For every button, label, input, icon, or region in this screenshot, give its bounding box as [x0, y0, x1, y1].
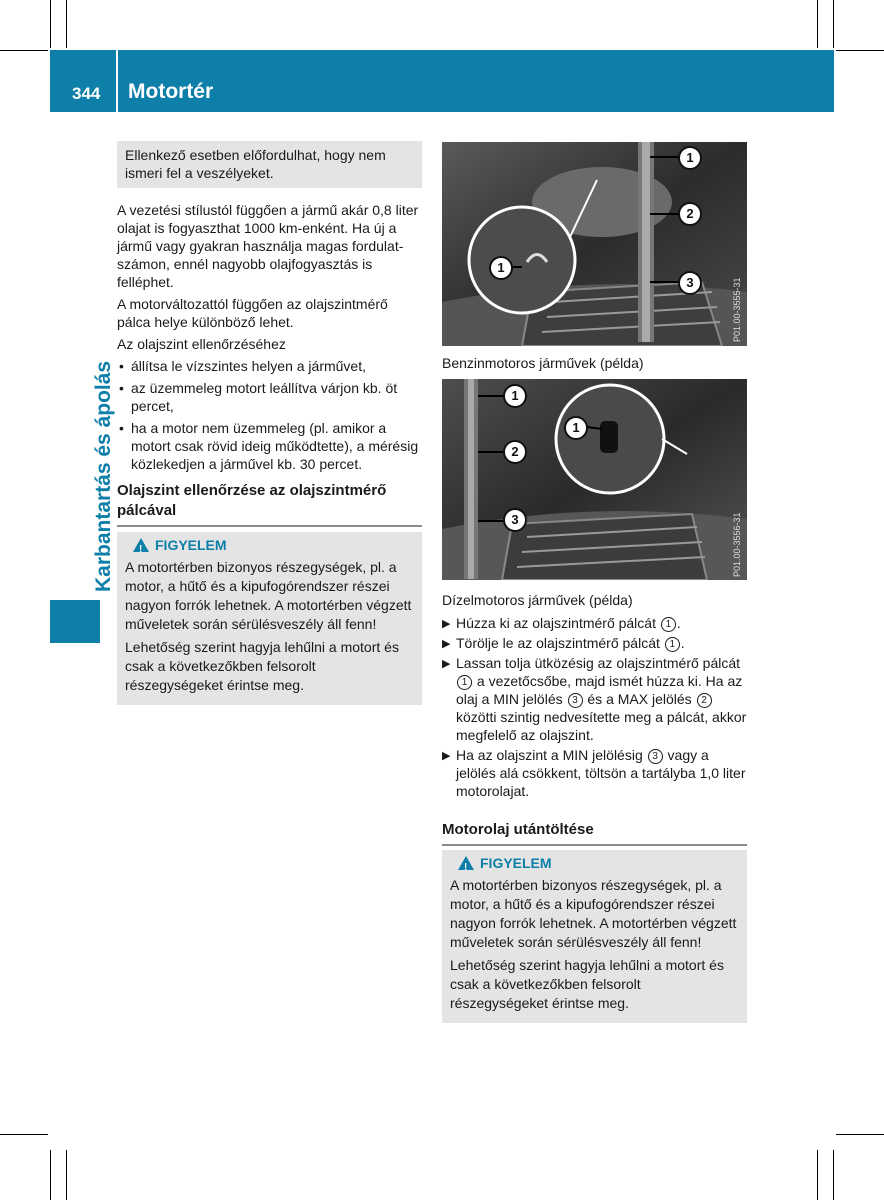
crop-mark: [817, 1150, 818, 1200]
heading-rule: [442, 844, 747, 846]
callout-ref: 3: [648, 749, 663, 764]
callout-ref: 2: [697, 693, 712, 708]
paragraph: A vezetési stílustól függően a jármű akár 0,8 liter olajat is fogyaszthat 1000 km-enként. Ha új a jármű vagy gyakran használja magas fordulatszámon, ennél nagyobb olajfogyasztás is felléphet.: [117, 202, 419, 290]
callout-ref: 3: [568, 693, 583, 708]
warning-box: [117, 532, 422, 705]
list-item: • állítsa le vízszintes helyen a járművet,: [117, 357, 422, 375]
warning-icon: [458, 856, 474, 870]
step-arrow-icon: ▶: [442, 750, 451, 762]
instruction-step: ▶ Törölje le az olajszintmérő pálcát 1 .: [442, 635, 685, 651]
callout-3: 3: [503, 508, 527, 532]
crop-mark: [50, 1150, 51, 1200]
crop-mark: [836, 1134, 884, 1135]
crop-mark: [66, 1150, 67, 1200]
heading-rule: [117, 525, 422, 527]
info-box: [117, 141, 422, 188]
warning-text: Lehetőség szerint hagyja lehűlni a motort és csak a következőkben felsorolt részegységeket érintse meg.: [450, 957, 724, 1011]
callout-ref: 1: [457, 675, 472, 690]
figure-caption: Benzinmotoros járművek (példa): [442, 355, 644, 371]
step-arrow-icon: ▶: [442, 638, 451, 650]
engine-illustration: [442, 142, 747, 346]
callout-ref: 1: [661, 617, 676, 632]
warning-text: A motortérben bizonyos részegységek, pl. a motor, a hűtő és a kipufogórendszer részei nagyon forrók lehetnek. A motortérben végzett műveletek során sérülésveszély áll fenn!: [450, 877, 737, 950]
list-item: • az üzemmeleg motort leállítva várjon kb. öt percet,: [117, 379, 422, 415]
callout-1: 1: [503, 384, 527, 408]
warning-box: [442, 850, 747, 1023]
callout-2: 2: [503, 440, 527, 464]
warning-title: FIGYELEM: [155, 537, 227, 553]
list-item: • ha a motor nem üzemmeleg (pl. amikor a motort csak rövid ideig működtette), a mérésig közlekedjen a járművel kb. 30 percet.: [117, 419, 422, 473]
info-box-text: Ellenkező esetben előfordulhat, hogy nem ismeri fel a veszélyeket.: [125, 147, 386, 181]
crop-mark: [833, 1150, 834, 1200]
callout-3: 3: [678, 271, 702, 295]
warning-text: A motortérben bizonyos részegységek, pl. a motor, a hűtő és a kipufogórendszer részei nagyon forrók lehetnek. A motortérben végzett műveletek során sérülésveszély áll fenn!: [125, 559, 412, 632]
instruction-step: ▶ Ha az olajszint a MIN jelölésig 3 vagy a jelölés alá csökkent, töltsön a tartályba 1,0 liter motorolajat.: [442, 747, 746, 799]
callout-1: 1: [489, 256, 513, 280]
callout-ref: 1: [665, 637, 680, 652]
crop-mark: [0, 50, 48, 51]
engine-photo-diesel: [442, 379, 747, 580]
step-arrow-icon: ▶: [442, 618, 451, 630]
page-number: 344: [72, 84, 101, 103]
engine-illustration: [442, 379, 747, 580]
side-tab-marker: [50, 600, 100, 643]
warning-icon: [133, 538, 149, 552]
figure-caption: Dízelmotoros járművek (példa): [442, 592, 633, 608]
instruction-step: ▶ Húzza ki az olajszintmérő pálcát 1 .: [442, 615, 681, 631]
engine-photo-petrol: [442, 142, 747, 346]
section-heading: Motorolaj utántöltése: [442, 821, 594, 838]
crop-mark: [50, 0, 51, 48]
warning-text: Lehetőség szerint hagyja lehűlni a motort és csak a következőkben felsorolt részegységeket érintse meg.: [125, 639, 399, 693]
paragraph: A motorváltozattól függően az olajszintmérő pálca helye különböző lehet.: [117, 296, 388, 330]
section-heading: Olajszint ellenőrzése az olajszintmérő pálcával: [117, 482, 387, 519]
paragraph: Az olajszint ellenőrzéséhez: [117, 336, 286, 352]
photo-id: P01.00-3556-31: [732, 512, 742, 577]
instruction-list: [442, 614, 747, 802]
crop-mark: [817, 0, 818, 48]
crop-mark: [833, 0, 834, 48]
crop-mark: [66, 0, 67, 48]
instruction-step: ▶ Lassan tolja ütközésig az olajszintmérő pálcát 1 a vezetőcsőbe, majd ismét húzza ki. Ha az olaj a MIN jelölés 3 és a MAX jelölés 2 közötti szintig nedvesítette meg a pálcát, akkor megfelelő az olajszint.: [442, 655, 747, 743]
section-heading-block: [117, 481, 422, 527]
photo-id: P01.00-3555-31: [732, 277, 742, 342]
header-divider: [116, 50, 118, 112]
callout-1: 1: [678, 146, 702, 170]
left-body: [117, 201, 422, 477]
page-title: Motortér: [128, 80, 214, 103]
side-tab-label: Karbantartás és ápolás: [92, 360, 115, 592]
warning-title: FIGYELEM: [480, 855, 552, 871]
crop-mark: [0, 1134, 48, 1135]
crop-mark: [836, 50, 884, 51]
step-arrow-icon: ▶: [442, 658, 451, 670]
callout-1: 1: [564, 416, 588, 440]
section-heading-block: [442, 820, 747, 846]
callout-2: 2: [678, 202, 702, 226]
